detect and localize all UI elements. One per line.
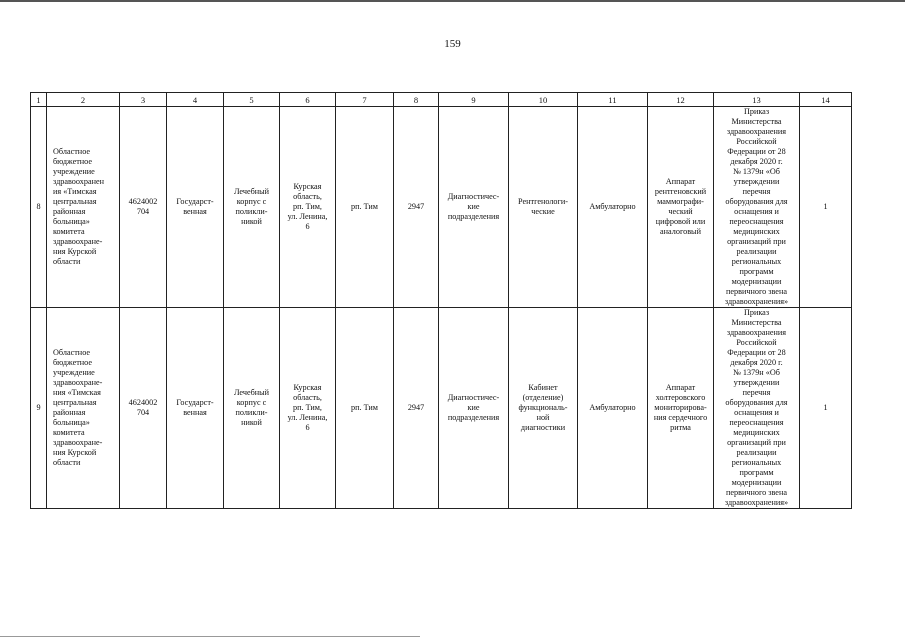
basis-cell: Приказ Министерства здравоохранения Российской Федерации от 28 декабря 2020 г. № 1379н «Об утверждении перечня оборудования для оснащения и переоснащения медицинских организаций при реализации региональных программ модернизации первичного звена здравоохранения»	[714, 107, 800, 308]
department-cell: Рентгенологи- ческие	[509, 107, 578, 308]
equipment-cell: Аппарат холтеровского мониторирова- ния сердечного ритма	[648, 308, 714, 509]
quantity-cell: 1	[800, 308, 852, 509]
division-cell: Диагностичес- кие подразделения	[439, 107, 509, 308]
row-number: 8	[31, 107, 47, 308]
equipment-table	[30, 92, 852, 509]
table-row	[31, 308, 852, 509]
column-number-1: 1	[31, 93, 47, 107]
organization-cell: Областное бюджетное учреждение здравоохранен ия «Тимская центральная районная больница» комитета здравоохране- ния Курской области	[47, 107, 120, 308]
basis-cell: Приказ Министерства здравоохранения Российской Федерации от 28 декабря 2020 г. № 1379н «Об утверждении перечня оборудования для оснащения и переоснащения медицинских организаций при реализации региональных программ модернизации первичного звена здравоохранения»	[714, 308, 800, 509]
row-number: 9	[31, 308, 47, 509]
locality-cell: рп. Тим	[336, 308, 394, 509]
quantity-cell: 1	[800, 107, 852, 308]
column-number-3: 3	[120, 93, 167, 107]
column-number-13: 13	[714, 93, 800, 107]
top-border	[0, 0, 905, 2]
address-cell: Курская область, рп. Тим, ул. Ленина, 6	[280, 308, 336, 509]
page-number: 159	[444, 38, 461, 50]
code-cell: 2947	[394, 308, 439, 509]
column-number-4: 4	[167, 93, 224, 107]
inn-cell: 4624002 704	[120, 107, 167, 308]
equipment-cell: Аппарат рентгеновский маммографи- ческий цифровой или аналоговый	[648, 107, 714, 308]
division-cell: Диагностичес- кие подразделения	[439, 308, 509, 509]
table-row	[31, 107, 852, 308]
locality-cell: рп. Тим	[336, 107, 394, 308]
inn-cell: 4624002 704	[120, 308, 167, 509]
department-cell: Кабинет (отделение) функциональ- ной диагностики	[509, 308, 578, 509]
organization-cell: Областное бюджетное учреждение здравоохране- ния «Тимская центральная районная больница» комитета здравоохране- ния Курской области	[47, 308, 120, 509]
column-number-5: 5	[224, 93, 280, 107]
address-cell: Курская область, рп. Тим, ул. Ленина, 6	[280, 107, 336, 308]
column-number-6: 6	[280, 93, 336, 107]
column-number-9: 9	[439, 93, 509, 107]
column-number-2: 2	[47, 93, 120, 107]
column-number-8: 8	[394, 93, 439, 107]
column-number-10: 10	[509, 93, 578, 107]
column-number-7: 7	[336, 93, 394, 107]
table-header-row	[31, 93, 852, 107]
building-cell: Лечебный корпус с поликли- никой	[224, 308, 280, 509]
ownership-cell: Государст- венная	[167, 308, 224, 509]
code-cell: 2947	[394, 107, 439, 308]
ownership-cell: Государст- венная	[167, 107, 224, 308]
scan-artifact-line	[0, 636, 420, 637]
care-type-cell: Амбулаторно	[578, 308, 648, 509]
care-type-cell: Амбулаторно	[578, 107, 648, 308]
column-number-11: 11	[578, 93, 648, 107]
building-cell: Лечебный корпус с поликли- никой	[224, 107, 280, 308]
column-number-14: 14	[800, 93, 852, 107]
column-number-12: 12	[648, 93, 714, 107]
